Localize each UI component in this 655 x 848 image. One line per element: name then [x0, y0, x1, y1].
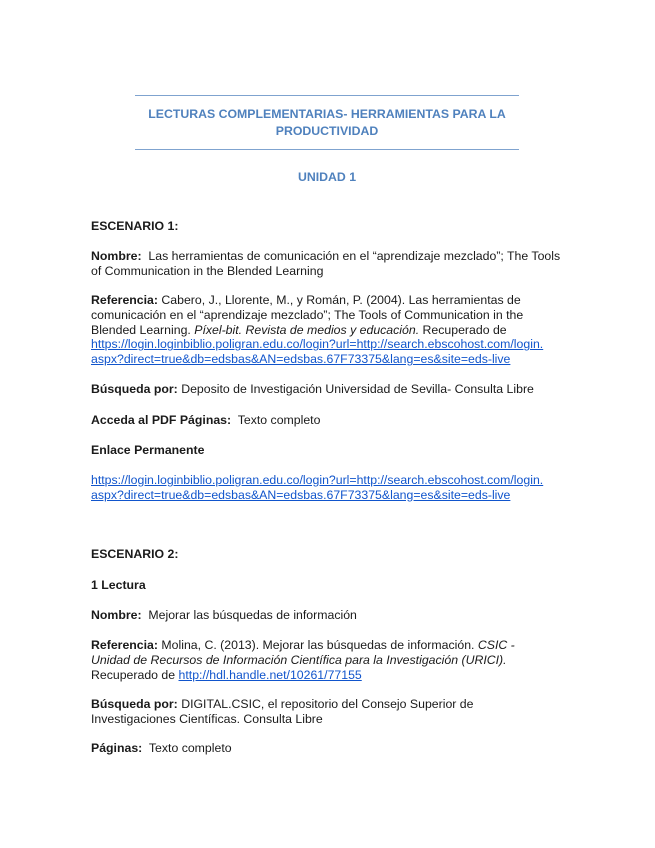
referencia-line-2: comunicación en el “aprendizaje mezclado”; The Tools of Communication in the — [91, 307, 524, 322]
referencia-line-3b: Recuperado de — [419, 322, 507, 337]
busqueda-text: Deposito de Investigación Universidad de Sevilla- Consulta Libre — [181, 382, 534, 396]
scenario-2-busqueda — [91, 697, 571, 727]
scenario-1-referencia — [91, 293, 571, 367]
referencia-line-3a: Recuperado de — [91, 667, 179, 682]
referencia-link-line-1[interactable]: https://login.loginbiblio.poligran.edu.co/login?url=http://search.ebscohost.com/login. — [91, 337, 544, 352]
top-rule — [135, 95, 519, 96]
paginas-text: Texto completo — [148, 741, 232, 755]
pdf-text: Texto completo — [237, 413, 321, 427]
paginas-label: Páginas: — [91, 741, 143, 755]
scenario-2-heading: ESCENARIO 2: — [91, 547, 179, 561]
lectura-heading: 1 Lectura — [91, 578, 146, 592]
referencia-label: Referencia: — [91, 293, 158, 307]
scenario-1-busqueda — [91, 382, 571, 397]
bottom-rule — [135, 149, 519, 150]
document-title — [92, 106, 562, 140]
enlace-link-line-1[interactable]: https://login.loginbiblio.poligran.edu.co/login?url=http://search.ebscohost.com/login. — [91, 473, 544, 487]
busqueda-label: Búsqueda por: — [91, 697, 178, 711]
nombre-text: Mejorar las búsquedas de información — [148, 608, 357, 622]
referencia-label: Referencia: — [91, 638, 158, 652]
scenario-2-paginas — [91, 741, 571, 756]
scenario-1-pdf — [91, 413, 571, 428]
referencia-line-1-italic: CSIC - — [477, 638, 515, 652]
enlace-permanente-label: Enlace Permanente — [91, 443, 205, 457]
busqueda-line-1: DIGITAL.CSIC, el repositorio del Consejo Superior de — [181, 697, 474, 711]
enlace-link-line-2[interactable]: aspx?direct=true&db=edsbas&AN=edsbas.67F73375&lang=es&site=eds-live — [91, 487, 511, 502]
nombre-text: Las herramientas de comunicación en el “aprendizaje mezclado”; The Tools of Communication in the Blended Learning — [91, 249, 561, 278]
busqueda-label: Búsqueda por: — [91, 382, 178, 396]
referencia-link-line-2[interactable]: aspx?direct=true&db=edsbas&AN=edsbas.67F73375&lang=es&site=eds-live — [91, 352, 511, 367]
nombre-label: Nombre: — [91, 249, 142, 263]
scenario-2-nombre — [91, 608, 571, 623]
scenario-2-referencia — [91, 638, 571, 682]
enlace-permanente — [91, 473, 571, 503]
handle-link[interactable]: http://hdl.handle.net/10261/77155 — [178, 667, 362, 682]
nombre-label: Nombre: — [91, 608, 142, 622]
title-line-2: PRODUCTIVIDAD — [275, 124, 379, 138]
referencia-line-2-italic: Unidad de Recursos de Información Científica para la Investigación (URICI). — [91, 652, 507, 667]
journal-title: Píxel-bit. Revista de medios y educación. — [194, 322, 420, 337]
referencia-line-3a: Blended Learning. — [91, 322, 195, 337]
busqueda-line-2: Investigaciones Científicas. Consulta Libre — [91, 711, 323, 726]
referencia-line-1: Cabero, J., Llorente, M., y Román, P. (2004). Las herramientas de — [161, 293, 521, 307]
scenario-1-nombre — [91, 249, 571, 279]
referencia-line-1a: Molina, C. (2013). Mejorar las búsquedas de información. — [161, 638, 478, 652]
pdf-label: Acceda al PDF Páginas: — [91, 413, 232, 427]
title-line-1: LECTURAS COMPLEMENTARIAS- HERRAMIENTAS PARA LA — [148, 107, 506, 121]
unit-heading: UNIDAD 1 — [297, 170, 357, 184]
scenario-1-heading: ESCENARIO 1: — [91, 219, 179, 233]
